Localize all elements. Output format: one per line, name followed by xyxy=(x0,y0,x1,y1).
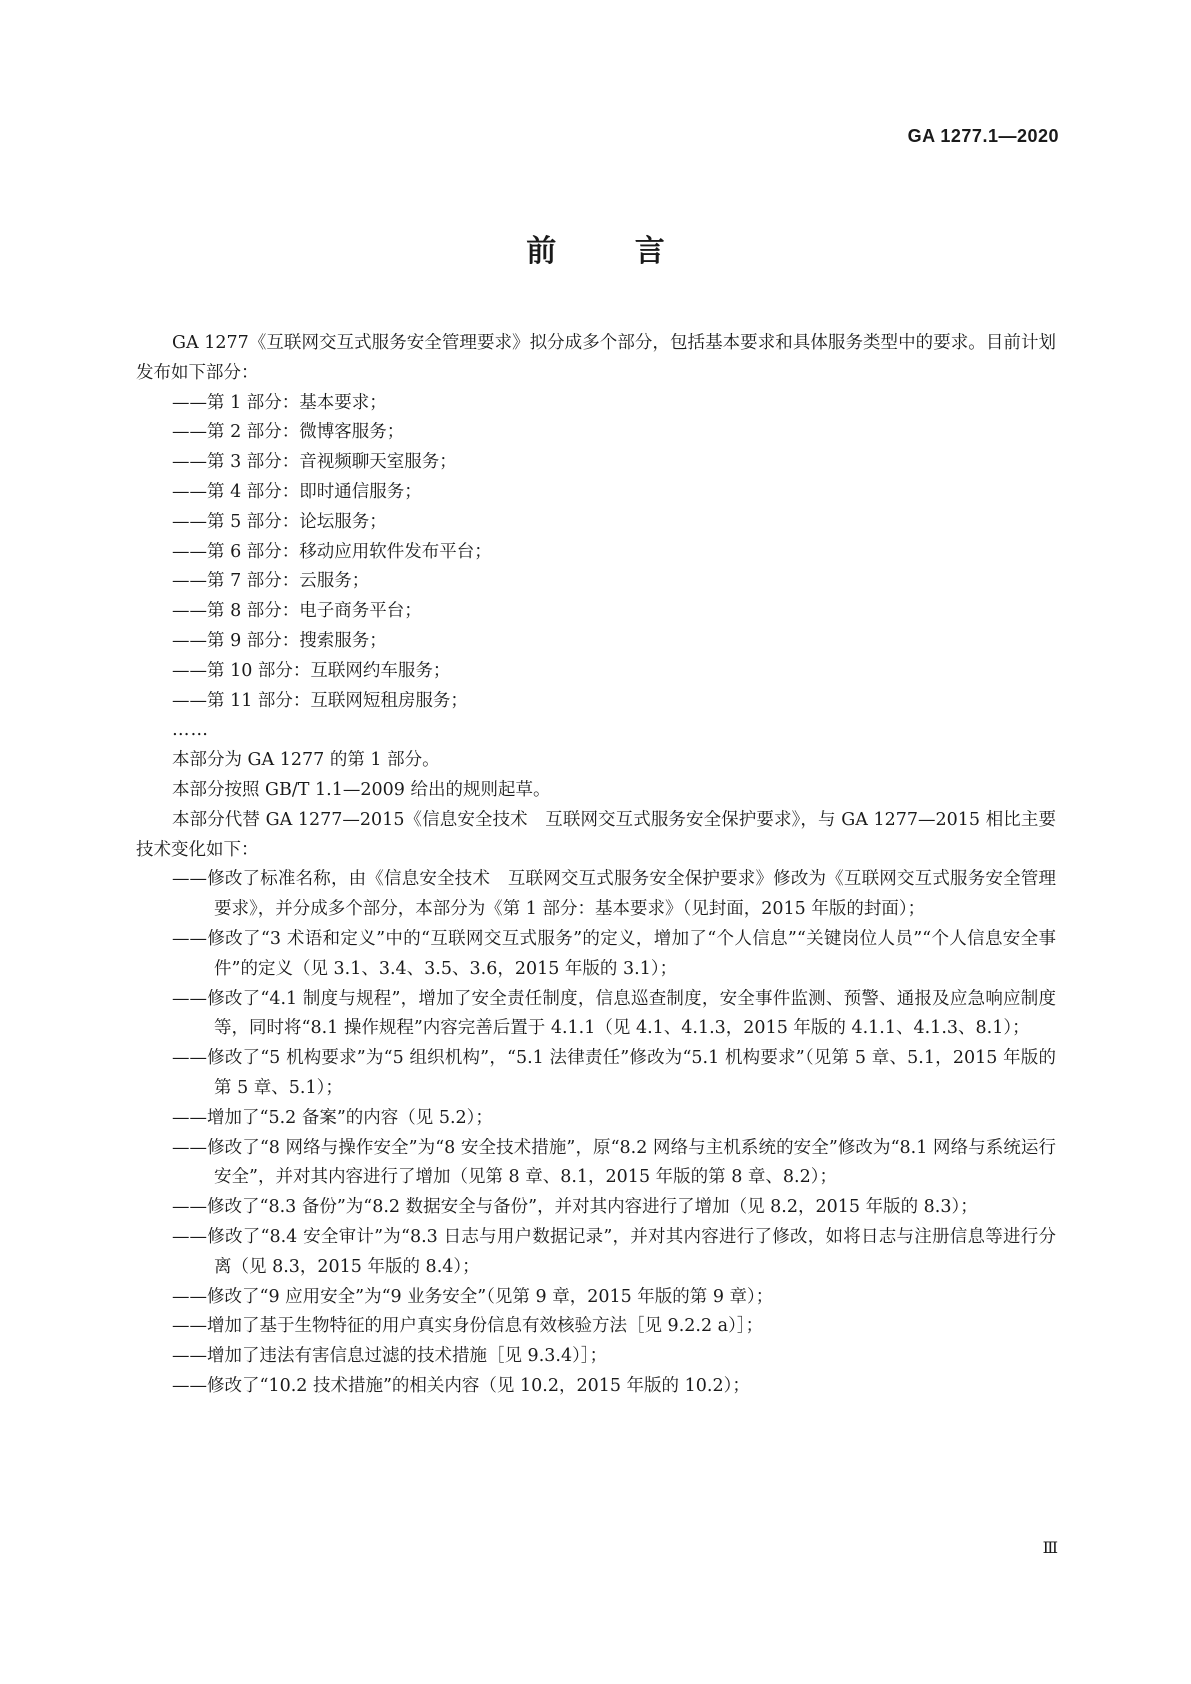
document-body xyxy=(136,329,1056,1402)
part-statement: 本部分为 GA 1277 的第 1 部分。 xyxy=(172,750,440,771)
list-item: ——第 10 部分：互联网约车服务； xyxy=(172,660,451,681)
change-item: ——增加了“5.2 备案”的内容（见 5.2）； xyxy=(172,1107,493,1128)
list-item: ——第 4 部分：即时通信服务； xyxy=(172,481,422,502)
parts-list xyxy=(136,389,1056,717)
changes-list xyxy=(136,865,1056,1401)
list-ellipsis: …… xyxy=(172,720,209,741)
list-item: ——第 7 部分：云服务； xyxy=(172,571,370,592)
list-item: ——第 5 部分：论坛服务； xyxy=(172,511,387,532)
change-item: ——增加了违法有害信息过滤的技术措施［见 9.3.4）］； xyxy=(172,1346,608,1367)
change-item: ——修改了“4.1 制度与规程”，增加了安全责任制度，信息巡查制度，安全事件监测、预警、通报及应急响应制度等，同时将“8.1 操作规程”内容完善后置于 4.1.1（见 4.1、4.1.3，2015 年版的 4.1.1、4.1.3、8.1）； xyxy=(172,988,1056,1039)
intro-paragraph: GA 1277《互联网交互式服务安全管理要求》拟分成多个部分，包括基本要求和具体服务类型中的要求。目前计划发布如下部分： xyxy=(136,333,1056,383)
change-item: ——修改了“10.2 技术措施”的相关内容（见 10.2，2015 年版的 10.2）； xyxy=(172,1375,750,1396)
change-item: ——修改了“8.4 安全审计”为“8.3 日志与用户数据记录”，并对其内容进行了修改，如将日志与注册信息等进行分离（见 8.3，2015 年版的 8.4）； xyxy=(172,1226,1056,1277)
page-title: 前 言 xyxy=(526,234,699,269)
change-item: ——修改了“8.3 备份”为“8.2 数据安全与备份”，并对其内容进行了增加（见 8.2，2015 年版的 8.3）； xyxy=(172,1197,978,1218)
change-item: ——修改了“9 应用安全”为“9 业务安全”（见第 9 章，2015 年版的第 9 章）； xyxy=(172,1286,774,1307)
change-item: ——修改了“3 术语和定义”中的“互联网交互式服务”的定义，增加了“个人信息”“关键岗位人员”“个人信息安全事件”的定义（见 3.1、3.4、3.5、3.6，2015 年版的 3.1）； xyxy=(172,928,1056,979)
list-item: ——第 1 部分：基本要求； xyxy=(172,392,387,413)
replacement-statement: 本部分代替 GA 1277—2015《信息安全技术 互联网交互式服务安全保护要求》，与 GA 1277—2015 相比主要技术变化如下： xyxy=(136,809,1056,860)
list-item: ——第 11 部分：互联网短租房服务； xyxy=(172,690,468,711)
document-code: GA 1277.1—2020 xyxy=(907,126,1059,146)
list-item: ——第 2 部分：微博客服务； xyxy=(172,422,405,443)
list-item: ——第 3 部分：音视频聊天室服务； xyxy=(172,452,457,473)
change-item: ——修改了“5 机构要求”为“5 组织机构”，“5.1 法律责任”修改为“5.1 机构要求”（见第 5 章、5.1，2015 年版的第 5 章、5.1）； xyxy=(172,1048,1056,1098)
list-item: ——第 8 部分：电子商务平台； xyxy=(172,601,422,622)
change-item: ——增加了基于生物特征的用户真实身份信息有效核验方法［见 9.2.2 a）］； xyxy=(172,1316,764,1337)
list-item: ——第 9 部分：搜索服务； xyxy=(172,630,387,651)
page-number: Ⅲ xyxy=(1042,1538,1058,1557)
change-item: ——修改了标准名称，由《信息安全技术 互联网交互式服务安全保护要求》修改为《互联网交互式服务安全管理要求》，并分成多个部分，本部分为《第 1 部分：基本要求》（见封面，2015 年版的封面）； xyxy=(172,869,1056,920)
drafting-rule-statement: 本部分按照 GB/T 1.1—2009 给出的规则起草。 xyxy=(172,779,551,800)
list-item: ——第 6 部分：移动应用软件发布平台； xyxy=(172,541,492,562)
change-item: ——修改了“8 网络与操作安全”为“8 安全技术措施”，原“8.2 网络与主机系统的安全”修改为“8.1 网络与系统运行安全”，并对其内容进行了增加（见第 8 章、8.1，2015 年版的第 8 章、8.2）； xyxy=(172,1137,1056,1188)
